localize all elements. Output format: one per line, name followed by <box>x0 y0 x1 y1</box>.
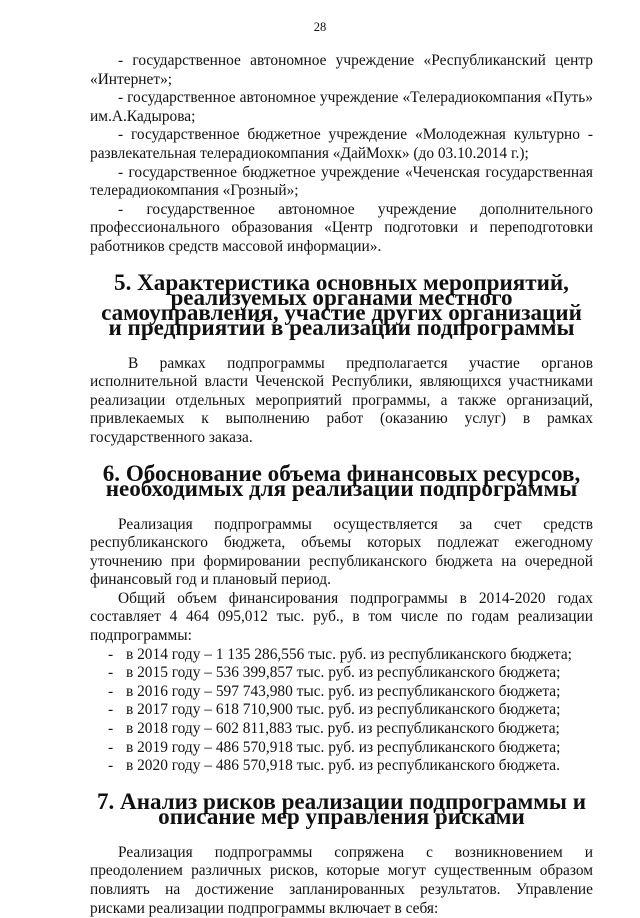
page-number: 28 <box>313 20 327 34</box>
institution-item: - государственное автономное учреждение дополнительного профессионального образования «Центр подготовки и переподготовки работников средств массовой информации». <box>90 200 593 255</box>
funding-year-item: - в 2015 году – 536 399,857 тыс. руб. из республиканского бюджета; <box>108 664 561 682</box>
institution-item: - государственное бюджетное учреждение «Чеченская государственная телерадиокомпания «Грозный»; <box>90 163 593 200</box>
funding-year-item: - в 2019 году – 486 570,918 тыс. руб. из республиканского бюджета; <box>108 738 561 756</box>
funding-year-item: - в 2014 году – 1 135 286,556 тыс. руб. из республиканского бюджета; <box>108 645 572 663</box>
section-6-heading: 6. Обоснование объема финансовых ресурсов, необходимых для реализации подпрограммы <box>102 459 581 501</box>
section-7-paragraph: Реализация подпрограммы сопряжена с возникновением и преодолением различных рисков, которые могут существенным образом повлиять на достижение запланированных результатов. Управление рисками реализации подпрограммы включает в себя: <box>90 843 593 917</box>
institution-item: - государственное автономное учреждение «Республиканский центр «Интернет»; <box>90 52 593 88</box>
section-7-heading: 7. Анализ рисков реализации подпрограммы и описание мер управления рисками <box>96 787 587 829</box>
institution-item: - государственное бюджетное учреждение «Молодежная культурно - развлекательная телерадиокомпания «ДайМохк» (до 03.10.2014 г.); <box>90 126 593 162</box>
funding-year-item: - в 2020 году – 486 570,918 тыс. руб. из республиканского бюджета. <box>108 757 560 775</box>
institution-list <box>90 52 593 257</box>
section-6-paragraph-1: Реализация подпрограммы осуществляется за счет средств республиканского бюджета, объемы которых подлежат ежегодному уточнению при формировании республиканского бюджета на очередной финансовый год и плановый период. <box>90 515 593 589</box>
institution-item: - государственное автономное учреждение «Телерадиокомпания «Путь» им.А.Кадырова; <box>90 89 593 125</box>
section-6-paragraph-2: Общий объем финансирования подпрограммы в 2014-2020 годах составляет 4 464 095,012 тыс. руб., в том числе по годам реализации подпрограммы: <box>90 589 593 645</box>
document-body <box>90 52 593 918</box>
funding-year-item: - в 2018 году – 602 811,883 тыс. руб. из республиканского бюджета; <box>108 720 560 738</box>
funding-year-item: - в 2017 году – 618 710,900 тыс. руб. из республиканского бюджета; <box>108 701 561 719</box>
section-5-heading: 5. Характеристика основных мероприятий, реализуемых органами местного самоуправления, участие других организаций и предприятий в реализации подпрограммы <box>101 268 582 340</box>
funding-by-year-list <box>90 646 593 776</box>
section-5-paragraph: В рамках подпрограммы предполагается участие органов исполнительной власти Чеченской Республики, являющихся участниками реализации отдельных мероприятий программы, а также организаций, привлекаемых к выполнению работ (оказанию услуг) в рамках государственного заказа. <box>90 354 593 446</box>
funding-year-item: - в 2016 году – 597 743,980 тыс. руб. из республиканского бюджета; <box>108 682 561 700</box>
